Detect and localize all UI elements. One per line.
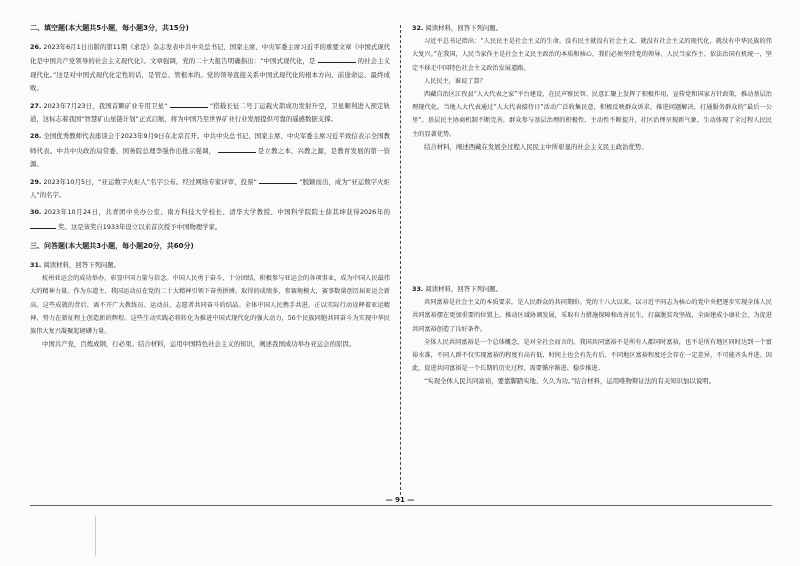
question-text: 奖。这是该奖自1933年设立以来首次授予中国物理学家。 <box>58 222 222 231</box>
question-26 <box>30 41 390 95</box>
answer-blank[interactable] <box>170 99 208 108</box>
answer-blank[interactable] <box>30 220 56 229</box>
column-divider <box>400 25 401 495</box>
answer-blank[interactable] <box>318 54 356 63</box>
right-column <box>412 22 772 393</box>
question-number: 27. <box>30 102 42 111</box>
question-task: 结合材料，阐述西藏在发展全过程人民民主中所彰显的社会主义民主政治优势。 <box>424 142 648 151</box>
question-number: 26. <box>30 43 42 52</box>
question-27 <box>30 99 390 126</box>
footer-rule <box>30 505 772 506</box>
question-text: 的社会主义现代化。”这是对中国式现代化定性的话，是管总、管根本的。党的领导直接关系中国式现代化的根本方向、前途命运、最终成败。 <box>30 57 390 92</box>
question-text: 2023年7月23日，我国首颗矿业专用卫星“ <box>43 102 168 111</box>
question-30 <box>30 206 390 233</box>
question-instruction: 阅读材料，回答下列问题。 <box>425 24 503 32</box>
question-31 <box>30 259 390 351</box>
question-33 <box>412 283 772 389</box>
question-text: 是立教之本、兴教之源，是教育发展的第一资源。 <box>30 146 390 168</box>
section-qa-title: 三、问答题(本大题共3小题，每小题20分，共60分) <box>30 241 194 250</box>
question-number: 31. <box>30 261 42 270</box>
reading-material: 共同富裕是社会主义的本质要求，是人民群众的共同期盼。党的十八大以来，以习近平同志为核心的党中央把逐步实现全体人民共同富裕摆在更加重要的位置上，推动区域协调发展，采取有力措施保障和改善民生，打赢脱贫攻坚战，全面建成小康社会，为促进共同富裕创造了良好条件。 <box>412 299 772 333</box>
question-text: 全国优秀教师代表座谈会于2023年9月9日在北京召开。中共中央总书记、国家主席、中央军委主席习近平致信表示全国教师代表。中共中央政治局常委、国务院总理李强作出批示强调， <box>30 132 390 155</box>
left-column <box>30 22 390 355</box>
question-number: 29. <box>30 178 42 187</box>
question-28 <box>30 130 390 171</box>
question-number: 30. <box>30 208 42 217</box>
question-number: 32. <box>412 24 424 32</box>
answer-space[interactable] <box>412 158 772 283</box>
reading-material: 西藏自治区江孜县“人大代表之家”平台建设，在民声察民智、民意汇聚上发挥了积极作用，宣传党和国家方针政策，推动基层治理现代化。当地人大代表通过“人大代表接待日”活动广泛收集民意，积极反映群众诉求，推进问题解决，打通服务群众的“最后一公里”。基层民主协商机制不断完善，群众参与基层治理的积极性、主动性不断提升，社区治理呈现新气象，生动体现了全过程人民民主的显著优势。 <box>412 91 772 138</box>
question-text: 2023年6月1日出版的第11期《求是》杂志发表中共中央总书记、国家主席、中央军委主席习近平的重要文章《中国式现代化是中国共产党领导的社会主义现代化》。文章强调，党的二十大报告明确指出：“中国式现代化，是 <box>30 43 390 66</box>
question-instruction: 阅读材料，回答下列问题。 <box>425 285 503 294</box>
question-29 <box>30 175 390 202</box>
answer-blank[interactable] <box>259 175 297 184</box>
question-task: “实现全体人民共同富裕，要靠脚踏实地、久久为功。”结合材料，运用唯物辩证法的有关知识加以说明。 <box>424 377 715 386</box>
page-number-text: — 91 — <box>378 496 423 504</box>
section-fill-blank-title: 二、填空题(本大题共5小题，每小题3分，共15分) <box>30 24 189 32</box>
question-32 <box>412 22 772 154</box>
reading-material: 杭州亚运会的成功举办，彰显中国力量与信念。中国人民勇于奋斗、十分团结，积极参与亚运会的各项事业，成为中国人民最伟大的精神力量。作为东道主，我国运动员在党的二十大精神引领下奋勇拼搏，取得的成绩多，参赛规模大，赛事数量创历届亚运会新高。这些成就的背后，离不开广大教练员、运动员、志愿者共同奋斗的结晶。全体中国人民携手共进，正以实际行动诠释着亚运精神，努力在新征程上创造新的辉煌。这些生动实践必将转化为推进中国式现代化的强大动力，56个民族同胞共同奋斗为实现中华民族伟大复兴凝聚起磅礴力量。 <box>30 275 390 336</box>
question-number: 33. <box>412 285 424 294</box>
reading-material: 全体人民共同富裕是一个总体概念，是对全社会而言的。我国共同富裕不是所有人都同时富裕，也不是所有地区同时达到一个富裕水准，不同人群不仅实现富裕的程度有高有低，时间上也会有先有后，不同地区富裕程度还会存在一定差异，不可能齐头并进。因此，促进共同富裕是一个长期的历史过程，需要循序渐进、稳步推进。 <box>412 338 772 373</box>
reading-material: 习近平总书记指出：“人民民主是社会主义的生命。没有民主就没有社会主义，就没有社会主义的现代化，就没有中华民族的伟大复兴。”在我国，人民当家作主是社会主义民主政治的本质和核心，我们必须坚持党的领导、人民当家作主、依法治国有机统一，坚定不移走中国特色社会主义政治发展道路。 <box>412 38 772 72</box>
page-number <box>0 496 800 504</box>
question-text: ”搭载长征二号丁运载火箭成功发射升空，卫星顺利进入预定轨道，这标志着我国“智慧矿山星链计划”正式启航，将为中国乃至世界矿业行业发展提供可靠的遥感数据支撑。 <box>30 102 390 124</box>
question-text: ”脱颖而出，成为“亚运数字火炬人”的名字。 <box>30 178 390 200</box>
binding-margin-mark <box>95 516 96 556</box>
question-text: 2023年10月5日，“亚运数字火炬人”名字公布。经过网络专家评审、投票“ <box>43 178 257 187</box>
answer-blank[interactable] <box>218 144 256 153</box>
question-task: 中国共产党，百炼成钢，行必果。结合材料，运用中国特色社会主义的知识，阐述我国成功举办亚运会的原因。 <box>42 340 356 349</box>
question-number: 28. <box>30 132 42 141</box>
question-text: 2023年10月24日，共青团中央办公室、南方科技大学校长、清华大学教授、中国科学院院士薛其坤获得2026年的 <box>43 208 390 217</box>
question-instruction: 阅读材料，回答下列问题。 <box>43 261 121 270</box>
reading-material: 人民民主，谁说了算？ <box>424 77 486 85</box>
